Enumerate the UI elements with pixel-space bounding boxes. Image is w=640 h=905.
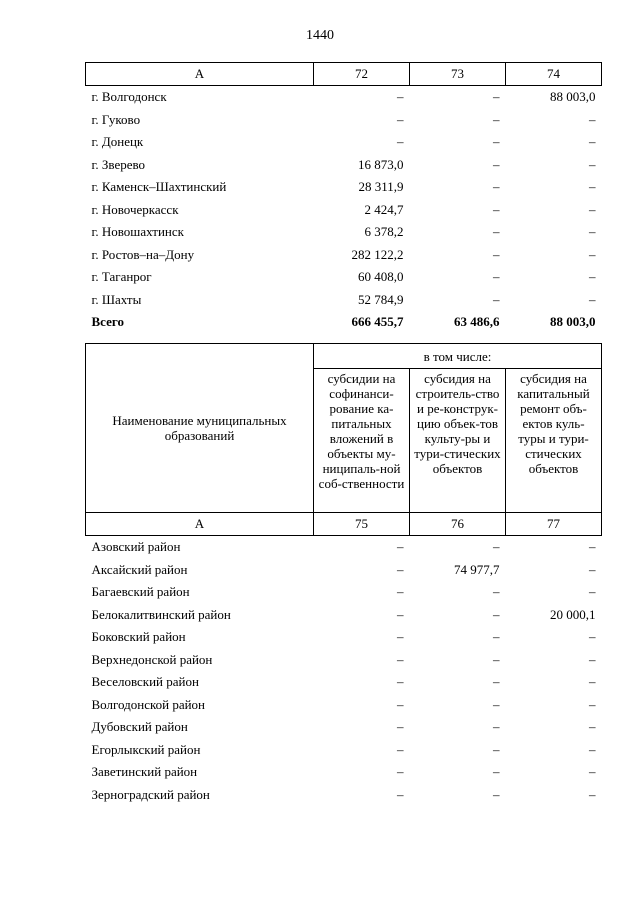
- cell-76: –: [493, 651, 500, 667]
- header-col-a: А: [86, 63, 314, 86]
- cell-77: –: [589, 561, 596, 577]
- total-72: 666 455,7: [351, 314, 404, 329]
- header-col-73: 73: [410, 63, 506, 86]
- cell-75: –: [397, 606, 404, 622]
- row-name: г. Волгодонск: [91, 89, 167, 104]
- cell-74: –: [589, 224, 596, 239]
- cell-74: –: [589, 156, 596, 172]
- table-row: [86, 626, 602, 649]
- table-row: [86, 581, 602, 604]
- header-col-72: 72: [314, 63, 410, 86]
- row-name: Зерноградский район: [91, 786, 210, 802]
- cell-76: 74 977,7: [454, 561, 500, 577]
- table-row: [86, 199, 602, 222]
- total-label: Всего: [91, 314, 124, 329]
- cell-77: –: [589, 719, 596, 734]
- cell-75: –: [397, 696, 404, 712]
- row-name: г. Зверево: [91, 156, 146, 172]
- cell-73: –: [493, 179, 500, 194]
- cell-77: –: [589, 539, 596, 554]
- row-name: г. Шахты: [91, 291, 142, 307]
- cell-75: –: [397, 584, 404, 599]
- row-name: Волгодонской район: [91, 696, 206, 712]
- cell-72: 60 408,0: [358, 269, 404, 284]
- table-row: [86, 559, 602, 582]
- cell-73: –: [493, 201, 500, 217]
- cell-77: –: [589, 651, 596, 667]
- colnum-77: 77: [506, 513, 602, 536]
- cell-73: –: [493, 111, 500, 127]
- cell-77: –: [589, 696, 596, 712]
- row-name: Белокалитвинский район: [91, 606, 231, 622]
- cell-73: –: [493, 156, 500, 172]
- cell-74: 88 003,0: [550, 89, 596, 104]
- table-row: [86, 671, 602, 694]
- row-name: г. Новошахтинск: [91, 224, 184, 239]
- header-col-74: 74: [506, 63, 602, 86]
- header-group: в том числе:: [314, 344, 602, 369]
- table-row: [86, 739, 602, 762]
- colnum-75: 75: [314, 513, 410, 536]
- table-row: [86, 716, 602, 739]
- cell-76: –: [493, 764, 500, 779]
- cell-74: –: [589, 246, 596, 262]
- cell-76: –: [493, 674, 500, 689]
- table-row: [86, 649, 602, 672]
- cell-72: –: [397, 89, 404, 104]
- cell-76: –: [493, 629, 500, 644]
- cell-74: –: [589, 179, 596, 194]
- header-col-75: субсидии на софинанси-рование ка-питальных вложений в объекты му-ниципаль-ной соб-ственности: [314, 369, 410, 513]
- cell-77: –: [589, 786, 596, 802]
- table-row: [86, 221, 602, 244]
- cell-73: –: [493, 134, 500, 149]
- cell-73: –: [493, 269, 500, 284]
- table-row: [86, 784, 602, 807]
- header-name: Наименование муниципальных образований: [86, 344, 314, 513]
- table-row: [86, 131, 602, 154]
- table-districts: [85, 343, 602, 806]
- total-73: 63 486,6: [454, 314, 500, 329]
- page-number: 1440: [306, 28, 334, 43]
- cell-76: –: [493, 539, 500, 554]
- cell-75: –: [397, 539, 404, 554]
- row-name: Верхнедонской район: [91, 651, 213, 667]
- cell-76: –: [493, 584, 500, 599]
- cell-77: –: [589, 764, 596, 779]
- table-row: [86, 536, 602, 559]
- row-name: Азовский район: [91, 539, 181, 554]
- table-header-row: [86, 63, 602, 86]
- cell-75: –: [397, 629, 404, 644]
- table-row: [86, 244, 602, 267]
- cell-73: –: [493, 224, 500, 239]
- table-row: [86, 266, 602, 289]
- cell-77: –: [589, 674, 596, 689]
- cell-76: –: [493, 786, 500, 802]
- cell-74: –: [589, 269, 596, 284]
- cell-72: 52 784,9: [358, 291, 404, 307]
- cell-76: –: [493, 719, 500, 734]
- row-name: Егорлыкский район: [91, 741, 201, 757]
- cell-75: –: [397, 719, 404, 734]
- cell-75: –: [397, 651, 404, 667]
- cell-75: –: [397, 741, 404, 757]
- cell-76: –: [493, 606, 500, 622]
- cell-74: –: [589, 111, 596, 127]
- row-name: Багаевский район: [91, 584, 190, 599]
- cell-74: –: [589, 134, 596, 149]
- cell-72: –: [397, 111, 404, 127]
- table-cities: [85, 62, 602, 334]
- table-row: [86, 694, 602, 717]
- cell-73: –: [493, 89, 500, 104]
- row-name: г. Таганрог: [91, 269, 152, 284]
- table-row: [86, 604, 602, 627]
- table-row: [86, 289, 602, 312]
- table-row: [86, 86, 602, 109]
- cell-72: 2 424,7: [364, 201, 404, 217]
- cell-76: –: [493, 741, 500, 757]
- cell-74: –: [589, 291, 596, 307]
- cell-77: 20 000,1: [550, 606, 596, 622]
- cell-77: –: [589, 629, 596, 644]
- colnum-a: А: [86, 513, 314, 536]
- cell-73: –: [493, 246, 500, 262]
- row-name: Заветинский район: [91, 764, 198, 779]
- total-row: [86, 311, 602, 334]
- row-name: г. Гуково: [91, 111, 141, 127]
- row-name: г. Новочеркасск: [91, 201, 179, 217]
- cell-76: –: [493, 696, 500, 712]
- row-name: г. Ростов–на–Дону: [91, 246, 195, 262]
- cell-73: –: [493, 291, 500, 307]
- row-name: Дубовский район: [91, 719, 188, 734]
- cell-75: –: [397, 561, 404, 577]
- row-name: Боковский район: [91, 629, 186, 644]
- table-header-row: [86, 344, 602, 369]
- row-name: г. Донецк: [91, 134, 144, 149]
- cell-72: 28 311,9: [358, 179, 404, 194]
- row-name: Аксайский район: [91, 561, 188, 577]
- cell-72: 6 378,2: [364, 224, 404, 239]
- table-colnum-row: [86, 513, 602, 536]
- header-col-76: субсидия на строитель-ство и ре-конструк-цию объек-тов культу-ры и тури-стических объектов: [410, 369, 506, 513]
- table-row: [86, 761, 602, 784]
- cell-77: –: [589, 741, 596, 757]
- cell-75: –: [397, 674, 404, 689]
- cell-72: 16 873,0: [358, 156, 404, 172]
- cell-75: –: [397, 786, 404, 802]
- cell-72: –: [397, 134, 404, 149]
- cell-75: –: [397, 764, 404, 779]
- table-row: [86, 176, 602, 199]
- table-row: [86, 109, 602, 132]
- total-74: 88 003,0: [550, 314, 596, 329]
- cell-74: –: [589, 201, 596, 217]
- cell-72: 282 122,2: [351, 246, 404, 262]
- colnum-76: 76: [410, 513, 506, 536]
- table-row: [86, 154, 602, 177]
- row-name: Веселовский район: [91, 674, 199, 689]
- row-name: г. Каменск–Шахтинский: [91, 179, 227, 194]
- header-col-77: субсидия на капитальный ремонт объ-ектов куль-туры и тури-стических объектов: [506, 369, 602, 513]
- cell-77: –: [589, 584, 596, 599]
